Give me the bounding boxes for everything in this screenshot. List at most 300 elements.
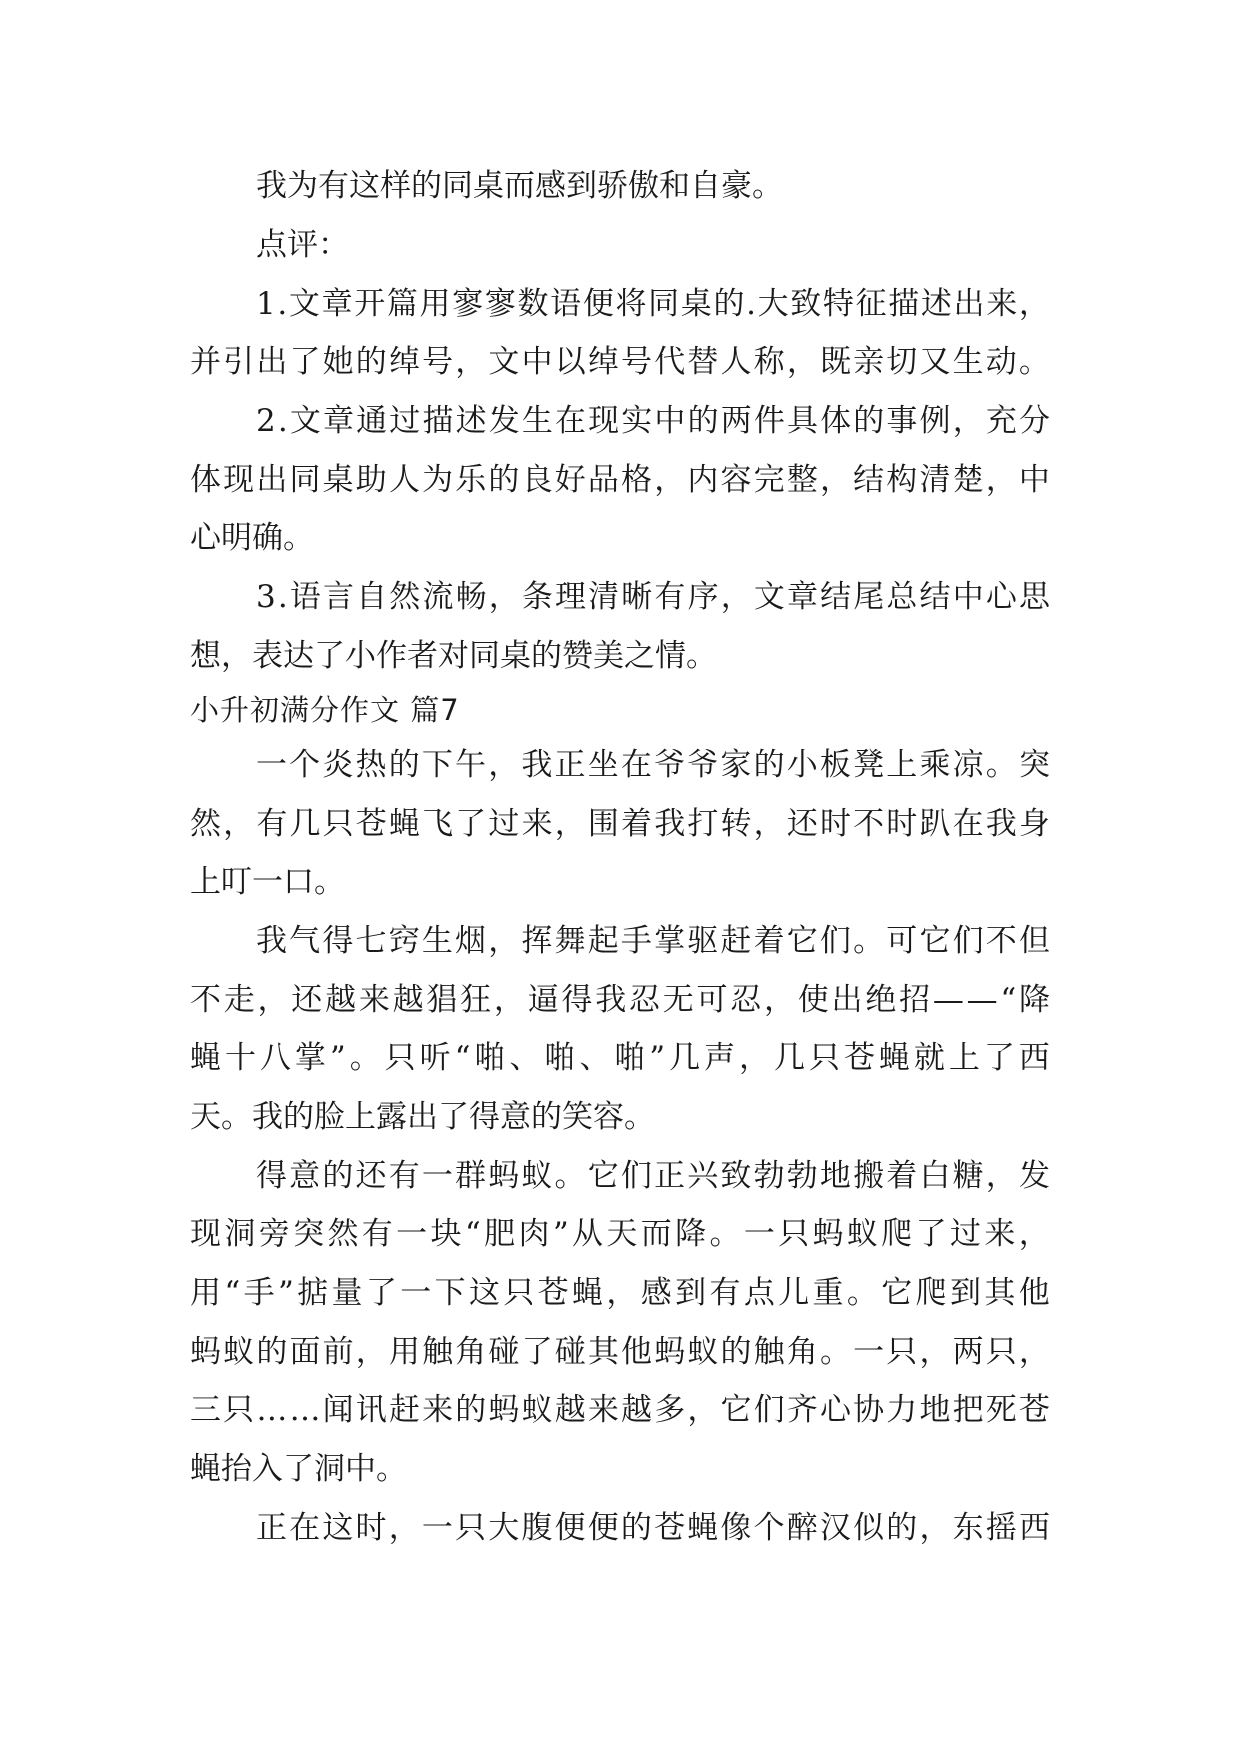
glyph: 只: [455, 1510, 487, 1546]
glyph: 不: [853, 806, 885, 842]
glyph: 面: [289, 1334, 321, 1370]
glyph: 称: [753, 344, 785, 380]
glyph: 苍: [537, 1275, 569, 1311]
glyph: 赶: [388, 1392, 420, 1428]
glyph: 的: [322, 1158, 354, 1194]
glyph: ，: [488, 923, 520, 959]
glyph: 既: [819, 344, 851, 380]
glyph: 结: [853, 462, 885, 498]
glyph: 搬: [853, 1158, 885, 1194]
glyph: 几: [289, 806, 321, 842]
glyph: 的: [388, 747, 420, 783]
glyph: 便: [587, 1510, 619, 1546]
glyph: 现: [223, 462, 255, 498]
glyph: 只: [384, 1040, 416, 1076]
glyph: 用: [388, 1334, 420, 1370]
glyph: 力: [886, 1392, 918, 1428]
glyph: 她: [322, 344, 354, 380]
glyph: 他: [1018, 1275, 1050, 1311]
glyph: 西: [1018, 1510, 1050, 1546]
glyph: 序: [687, 579, 719, 615]
paragraph-line: [190, 804, 1050, 844]
glyph: 只: [778, 1216, 810, 1252]
glyph: 走: [223, 982, 255, 1018]
glyph: 一: [400, 1275, 432, 1311]
glyph: 听: [419, 1040, 451, 1076]
glyph: 来: [986, 286, 1018, 322]
glyph: 身: [1018, 806, 1050, 842]
paragraph-line: [256, 921, 1050, 961]
glyph: 然: [389, 579, 421, 615]
glyph: 这: [322, 1510, 354, 1546]
glyph: 只: [886, 1334, 918, 1370]
glyph: 蚂: [488, 1158, 520, 1194]
glyph: 出: [256, 344, 288, 380]
glyph: 体: [190, 462, 221, 498]
glyph: 的: [886, 1510, 918, 1546]
glyph: 把: [952, 1392, 984, 1428]
glyph: 旁: [258, 1216, 290, 1252]
glyph: 可: [696, 982, 728, 1018]
glyph: 飞: [422, 806, 454, 842]
glyph: 了: [365, 1275, 397, 1311]
glyph: 忍: [730, 982, 762, 1018]
glyph: 意: [289, 1158, 321, 1194]
glyph: 勃: [753, 1158, 785, 1194]
glyph: 中: [521, 344, 553, 380]
glyph: 它: [919, 923, 951, 959]
glyph: 条: [521, 579, 553, 615]
glyph: 舞: [554, 923, 586, 959]
glyph: 上: [948, 1040, 980, 1076]
glyph: 转: [720, 806, 752, 842]
glyph: 的: [753, 747, 785, 783]
glyph: 绰: [388, 344, 420, 380]
glyph: 大: [488, 1510, 520, 1546]
paragraph-line: [190, 1038, 1050, 1078]
glyph: 格: [621, 462, 653, 498]
glyph: 爬: [915, 1275, 947, 1311]
glyph: 容: [720, 462, 752, 498]
glyph: 例: [919, 403, 951, 439]
glyph: 章: [321, 286, 353, 322]
glyph: 一: [853, 1334, 885, 1370]
glyph: ，: [488, 579, 520, 615]
glyph: 号: [422, 344, 454, 380]
glyph: 几: [774, 1040, 806, 1076]
glyph: 我: [654, 806, 686, 842]
glyph: 手: [243, 1275, 275, 1311]
glyph: 地: [919, 1392, 951, 1428]
glyph: 死: [985, 1392, 1017, 1428]
glyph: …: [289, 1392, 321, 1428]
paragraph-line: [256, 284, 1050, 324]
glyph: 块: [430, 1216, 462, 1252]
glyph: 可: [886, 923, 918, 959]
glyph: 啪: [544, 1040, 576, 1076]
glyph: 现: [190, 1216, 221, 1252]
glyph: 降: [1019, 982, 1050, 1018]
glyph: 碰: [488, 1334, 520, 1370]
glyph: 猖: [426, 982, 458, 1018]
glyph: 几: [669, 1040, 701, 1076]
glyph: 它: [786, 923, 818, 959]
glyph: 小: [786, 747, 818, 783]
glyph: 我: [256, 923, 287, 959]
glyph: 它: [881, 1275, 913, 1311]
glyph: 掌: [654, 923, 686, 959]
glyph: 爬: [881, 1216, 913, 1252]
glyph: 无: [662, 982, 694, 1018]
glyph: 只: [503, 1275, 535, 1311]
glyph: 人: [388, 462, 420, 498]
glyph: 在: [620, 747, 652, 783]
glyph: 自: [356, 579, 388, 615]
glyph: 趴: [919, 806, 951, 842]
glyph: 其: [587, 1334, 619, 1370]
paragraph-line: [190, 460, 1050, 500]
glyph: 洞: [224, 1216, 256, 1252]
paragraph-line: [256, 577, 1050, 617]
glyph: 结: [919, 579, 951, 615]
glyph: 得: [561, 982, 593, 1018]
glyph: 通: [356, 403, 388, 439]
glyph: 正: [256, 1510, 287, 1546]
paragraph-line: 我为有这样的同桌而感到骄傲和自豪。: [256, 168, 783, 204]
glyph: 而: [640, 1216, 672, 1252]
glyph: ，: [985, 462, 1017, 498]
glyph: 肉: [518, 1216, 550, 1252]
section-heading: 小升初满分作文 篇7: [190, 693, 460, 727]
glyph: 八: [259, 1040, 291, 1076]
glyph: 章: [786, 579, 818, 615]
glyph: 有: [388, 1158, 420, 1194]
glyph: 清: [919, 462, 951, 498]
glyph: 述: [920, 286, 952, 322]
glyph: ，: [1018, 1334, 1050, 1370]
glyph: “: [454, 1040, 471, 1076]
glyph: 腹: [521, 1510, 553, 1546]
glyph: 掂: [297, 1275, 329, 1311]
glyph: 东: [952, 1510, 984, 1546]
glyph: 打: [687, 806, 719, 842]
glyph: 用: [419, 286, 451, 322]
glyph: ，: [493, 982, 525, 1018]
glyph: 言: [323, 579, 355, 615]
glyph: 过: [389, 403, 421, 439]
glyph: 闻: [322, 1392, 354, 1428]
paragraph-line: [256, 745, 1050, 785]
glyph: 构: [886, 462, 918, 498]
glyph: ”: [329, 1040, 346, 1076]
glyph: ，: [753, 806, 785, 842]
glyph: 文: [753, 579, 785, 615]
paragraph-line: 上叮一口。: [190, 864, 345, 900]
paragraph-line: [256, 1508, 1050, 1548]
glyph: 发: [488, 403, 520, 439]
glyph: 手: [620, 923, 652, 959]
glyph: 不: [190, 982, 221, 1018]
glyph: 爷: [687, 747, 719, 783]
glyph: 个: [753, 1510, 785, 1546]
glyph: ”: [649, 1040, 666, 1076]
glyph: 群: [455, 1158, 487, 1194]
glyph: 招: [899, 982, 931, 1018]
glyph: ，: [654, 462, 686, 498]
glyph: 中: [654, 403, 686, 439]
glyph: 然: [190, 806, 221, 842]
glyph: 正: [654, 1158, 686, 1194]
glyph: ，: [355, 1334, 387, 1370]
glyph: 逼: [527, 982, 559, 1018]
paragraph-line: 想，表达了小作者对同桌的赞美之情。: [190, 638, 717, 674]
glyph: ，: [919, 1334, 951, 1370]
glyph: 具: [786, 403, 818, 439]
glyph: 儿: [778, 1275, 810, 1311]
glyph: ，: [739, 1040, 771, 1076]
glyph: 我: [985, 806, 1017, 842]
glyph: 在: [952, 806, 984, 842]
paragraph-line: [190, 1273, 1050, 1313]
glyph: 发: [1018, 1158, 1050, 1194]
glyph: 代: [654, 344, 686, 380]
glyph: 像: [720, 1510, 752, 1546]
glyph: 来: [984, 1216, 1016, 1252]
glyph: 人: [720, 344, 752, 380]
glyph: 过: [949, 1216, 981, 1252]
glyph: 蚁: [521, 1158, 553, 1194]
glyph: 还: [786, 806, 818, 842]
glyph: 切: [886, 344, 918, 380]
glyph: 到: [675, 1275, 707, 1311]
glyph: 驱: [687, 923, 719, 959]
glyph: 致: [790, 286, 822, 322]
glyph: 时: [355, 1510, 387, 1546]
glyph: 流: [422, 579, 454, 615]
glyph: 现: [588, 403, 620, 439]
glyph: 越: [392, 982, 424, 1018]
paragraph-line: [256, 401, 1050, 441]
glyph: 来: [358, 982, 390, 1018]
glyph: ，: [786, 344, 818, 380]
paragraph-line: 天。我的脸上露出了得意的笑容。: [190, 1099, 655, 1135]
glyph: 七: [355, 923, 387, 959]
glyph: 蚁: [846, 1216, 878, 1252]
glyph: 讯: [355, 1392, 387, 1428]
glyph: 引: [223, 344, 255, 380]
glyph: 。: [853, 923, 885, 959]
glyph: 十: [224, 1040, 256, 1076]
glyph: ，: [488, 747, 520, 783]
glyph: 良: [521, 462, 553, 498]
glyph: 3: [256, 579, 276, 615]
glyph: 苍: [843, 1040, 875, 1076]
glyph: 汉: [819, 1510, 851, 1546]
glyph: 征: [855, 286, 887, 322]
glyph: 的: [713, 286, 745, 322]
glyph: 赶: [720, 923, 752, 959]
glyph: 肥: [484, 1216, 516, 1252]
glyph: 的: [355, 344, 387, 380]
paragraph-line: [190, 1390, 1050, 1430]
glyph: 事: [886, 403, 918, 439]
glyph: 突: [293, 1216, 325, 1252]
glyph: 描: [422, 403, 454, 439]
glyph: 以: [554, 344, 586, 380]
glyph: 心: [985, 579, 1017, 615]
glyph: 我: [595, 982, 627, 1018]
glyph: 一: [743, 1216, 775, 1252]
glyph: 语: [550, 286, 582, 322]
glyph: 上: [886, 747, 918, 783]
glyph: 、: [509, 1040, 541, 1076]
glyph: 了: [455, 806, 487, 842]
glyph: 的: [488, 462, 520, 498]
glyph: 两: [720, 403, 752, 439]
glyph: 致: [720, 1158, 752, 1194]
glyph: 蝇: [388, 806, 420, 842]
glyph: 他: [621, 1334, 653, 1370]
glyph: 描: [888, 286, 920, 322]
glyph: 又: [919, 344, 951, 380]
glyph: 生: [421, 923, 453, 959]
glyph: 用: [190, 1275, 221, 1311]
glyph: 。: [709, 1216, 741, 1252]
glyph: 然: [327, 1216, 359, 1252]
glyph: ，: [764, 982, 796, 1018]
glyph: 爷: [654, 747, 686, 783]
glyph: 气: [289, 923, 321, 959]
glyph: 忍: [628, 982, 660, 1018]
glyph: 协: [853, 1392, 885, 1428]
glyph: 来: [422, 1392, 454, 1428]
glyph: 多: [654, 1392, 686, 1428]
paragraph-line: 蝇抬入了洞中。: [190, 1451, 407, 1487]
glyph: 结: [820, 579, 852, 615]
paragraph-line: [190, 1214, 1050, 1254]
glyph: 还: [355, 1158, 387, 1194]
glyph: 的: [720, 1334, 752, 1370]
glyph: 了: [915, 1216, 947, 1252]
glyph: ，: [257, 982, 289, 1018]
glyph: 蚁: [687, 1334, 719, 1370]
glyph: 似: [853, 1510, 885, 1546]
glyph: 越: [325, 982, 357, 1018]
glyph: 其: [984, 1275, 1016, 1311]
glyph: 乐: [455, 462, 487, 498]
glyph: 蚂: [654, 1334, 686, 1370]
glyph: 得: [322, 923, 354, 959]
paragraph-line: 心明确。: [190, 520, 314, 556]
glyph: “: [1000, 982, 1017, 1018]
glyph: 家: [720, 747, 752, 783]
glyph: 西: [1018, 1040, 1050, 1076]
glyph: 触: [422, 1334, 454, 1370]
glyph: 一: [256, 747, 287, 783]
glyph: ，: [985, 1158, 1017, 1194]
glyph: 的: [620, 1510, 652, 1546]
glyph: .: [277, 403, 288, 439]
glyph: 总: [886, 579, 918, 615]
glyph: 重: [812, 1275, 844, 1311]
glyph: 苍: [1018, 1392, 1050, 1428]
glyph: ，: [952, 403, 984, 439]
glyph: 蚁: [223, 1334, 255, 1370]
glyph: 点: [743, 1275, 775, 1311]
paragraph-line: [190, 342, 1050, 382]
glyph: 中: [1018, 462, 1050, 498]
glyph: 篇: [386, 286, 418, 322]
glyph: 炎: [322, 747, 354, 783]
glyph: 但: [1018, 923, 1050, 959]
glyph: 。: [1018, 344, 1050, 380]
glyph: 蚂: [812, 1216, 844, 1252]
glyph: 开: [354, 286, 386, 322]
glyph: 啪: [474, 1040, 506, 1076]
glyph: “: [224, 1275, 241, 1311]
glyph: 文: [488, 344, 520, 380]
glyph: 这: [468, 1275, 500, 1311]
glyph: 两: [952, 1334, 984, 1370]
glyph: 寥: [484, 286, 516, 322]
glyph: 前: [322, 1334, 354, 1370]
glyph: 触: [753, 1334, 785, 1370]
paragraph-line: [190, 980, 1050, 1020]
glyph: 正: [554, 747, 586, 783]
glyph: 还: [291, 982, 323, 1018]
glyph: ，: [687, 1392, 719, 1428]
glyph: 们: [753, 1392, 785, 1428]
glyph: 数: [517, 286, 549, 322]
glyph: 同: [289, 462, 321, 498]
glyph: 同: [648, 286, 680, 322]
glyph: 述: [455, 403, 487, 439]
glyph: 。: [819, 1334, 851, 1370]
glyph: 窍: [388, 923, 420, 959]
glyph: 兴: [687, 1158, 719, 1194]
glyph: 好: [554, 462, 586, 498]
glyph: 狂: [460, 982, 492, 1018]
glyph: ，: [223, 806, 255, 842]
glyph: 整: [786, 462, 818, 498]
glyph: 起: [587, 923, 619, 959]
glyph: 绝: [865, 982, 897, 1018]
glyph: 啪: [614, 1040, 646, 1076]
glyph: 蝇: [687, 1510, 719, 1546]
glyph: 出: [831, 982, 863, 1018]
glyph: 大: [757, 286, 789, 322]
paragraph-line: [256, 1156, 1050, 1196]
glyph: 并: [190, 344, 221, 380]
glyph: 热: [355, 747, 387, 783]
glyph: 有: [709, 1275, 741, 1311]
glyph: 着: [753, 923, 785, 959]
glyph: 它: [587, 1158, 619, 1194]
glyph: .: [277, 579, 288, 615]
glyph: 着: [886, 1158, 918, 1194]
glyph: 出: [256, 462, 288, 498]
glyph: 我: [521, 747, 553, 783]
glyph: ，: [606, 1275, 638, 1311]
glyph: ，: [455, 344, 487, 380]
glyph: 它: [720, 1392, 752, 1428]
glyph: 的: [687, 403, 719, 439]
glyph: 地: [819, 1158, 851, 1194]
glyph: 2: [256, 403, 276, 439]
glyph: …: [256, 1392, 288, 1428]
glyph: 来: [587, 1392, 619, 1428]
glyph: 板: [819, 747, 851, 783]
